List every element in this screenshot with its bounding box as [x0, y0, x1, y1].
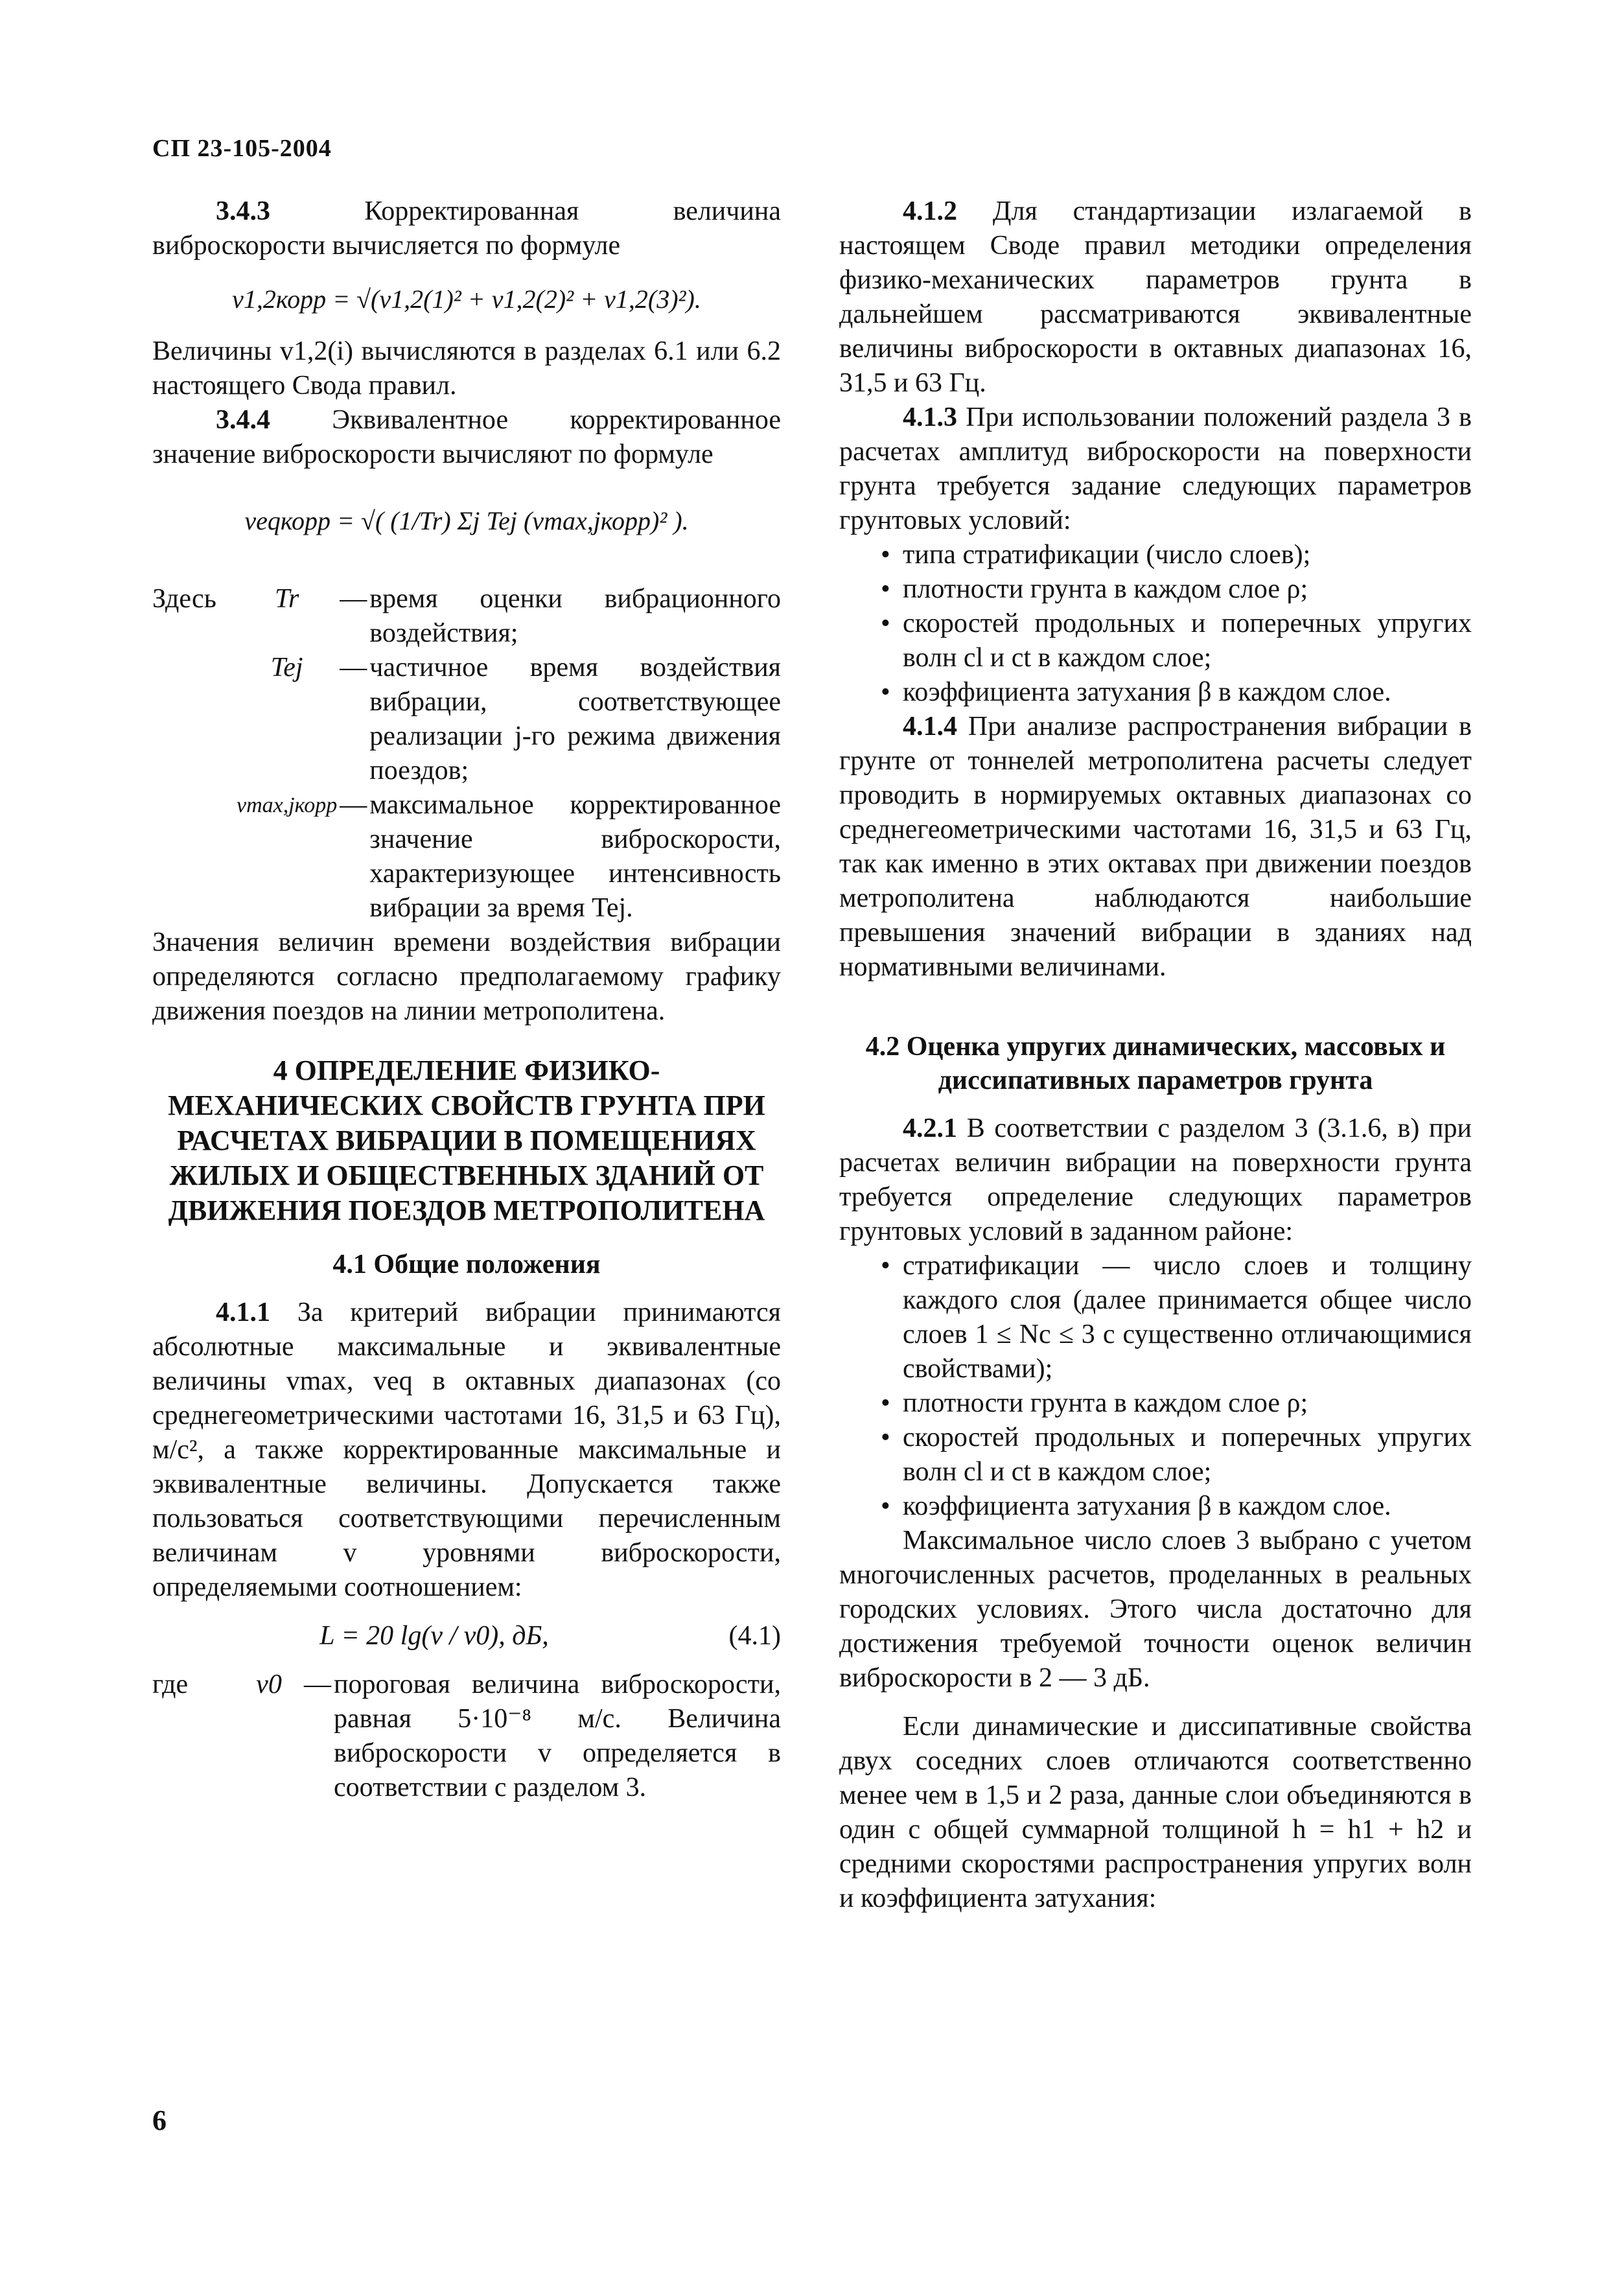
right-column	[839, 194, 1472, 1916]
clause-text: При использовании положений раздела 3 в расчетах амплитуд виброскорости на поверхности грунта требуется задание следующих параметров грунтовых условий:	[839, 402, 1472, 535]
paragraph-4-1-4	[839, 710, 1472, 985]
clause-text: За критерий вибрации принимаются абсолютные максимальные и эквивалентные величины vmax, veq в октавных диапазонах (со среднегеометрическими частотами 16, 31,5 и 63 Гц), м/с², а также корректированные максимальные и эквивалентные величины. Допускается также пользоваться соответствующими перечисленным величинам v уровнями виброскорости, определяемыми соотношением:	[152, 1298, 781, 1602]
clause-number: 4.1.1	[216, 1298, 270, 1327]
definition-text: время оценки вибрационного воздействия;	[369, 584, 781, 648]
clause-number: 4.1.3	[903, 402, 957, 432]
formula-text: veqкорр = √( (1/Tr) Σj Tej (vmax,jкорр)² ).	[244, 506, 689, 535]
list-item: • плотности грунта в каждом слое ρ;	[903, 572, 1472, 607]
soil-params-list-1	[839, 538, 1472, 710]
definition-row	[152, 582, 781, 651]
equation-4-1	[152, 1619, 781, 1653]
clause-number: 4.1.2	[903, 196, 957, 226]
here-label: Здесь	[152, 584, 216, 614]
clause-text: При анализе распространения вибрации в грунте от тоннелей метрополитена расчеты следует проводить в нормируемых октавных диапазонах со среднегеометрическими частотами 16, 31,5 и 63 Гц, так как именно в этих октавах при движении поездов метрополитена наблюдаются наибольшие превышения значений вибрации в зданиях над нормативными величинами.	[839, 712, 1472, 982]
where-row	[152, 1668, 781, 1805]
list-item: • скоростей продольных и поперечных упругих волн cl и ct в каждом слое;	[903, 607, 1472, 675]
formula-text: v1,2корр = √(v1,2(1)² + v1,2(2)² + v1,2(3)²).	[232, 284, 701, 314]
paragraph-3-4-3	[152, 194, 781, 263]
section-4-heading: 4 ОПРЕДЕЛЕНИЕ ФИЗИКО-МЕХАНИЧЕСКИХ СВОЙСТВ ГРУНТА ПРИ РАСЧЕТАХ ВИБРАЦИИ В ПОМЕЩЕНИЯХ ЖИЛЫХ И ОБЩЕСТВЕННЫХ ЗДАНИЙ ОТ ДВИЖЕНИЯ ПОЕЗДОВ МЕТРОПОЛИТЕНА	[168, 1055, 765, 1226]
formula-veq-korr	[152, 472, 781, 569]
definition-text: максимальное корректированное значение виброскорости, характеризующее интенсивность вибрации за время Tej.	[369, 790, 781, 923]
dash: —	[304, 1670, 331, 1699]
clause-number: 3.4.4	[216, 405, 270, 435]
paragraph-time-values: Значения величин времени воздействия вибрации определяются согласно предполагаемому графику движения поездов на линии метрополитена.	[152, 927, 781, 1026]
where-label: где	[152, 1670, 189, 1699]
definitions-table	[152, 582, 781, 926]
clause-number: 4.1.4	[903, 712, 957, 741]
definition-text: пороговая величина виброскорости, равная 5·10⁻⁸ м/с. Величина виброскорости v определяется в соответствии с разделом 3.	[334, 1670, 781, 1802]
soil-params-list-2	[839, 1249, 1472, 1524]
clause-number: 4.2.1	[903, 1113, 957, 1143]
subsection-4-2-heading: 4.2 Оценка упругих динамических, массовых и диссипативных параметров грунта	[865, 1032, 1446, 1095]
dash: —	[340, 653, 367, 682]
paragraph-max-layers: Максимальное число слоев 3 выбрано с учетом многочисленных расчетов, проделанных в реальных городских условиях. Этого числа достаточно для достижения требуемой точности оценок величин виброскорости в 2 — 3 дБ.	[839, 1526, 1472, 1693]
list-item: • коэффициента затухания β в каждом слое.	[903, 675, 1472, 710]
paragraph-4-2-1	[839, 1112, 1472, 1249]
definition-row	[152, 651, 781, 788]
paragraph-3-4-3-note: Величины v1,2(i) вычисляются в разделах 6.1 или 6.2 настоящего Свода правил.	[152, 336, 781, 401]
subsection-4-1-heading: 4.1 Общие положения	[332, 1250, 601, 1279]
list-item: • коэффициента затухания β в каждом слое.	[903, 1489, 1472, 1524]
paragraph-4-1-2	[839, 194, 1472, 401]
definition-text: частичное время воздействия вибрации, соответствующее реализации j-го режима движения поездов;	[369, 653, 781, 786]
equation-text: L = 20 lg(v / v0), дБ,	[319, 1621, 549, 1651]
symbol: vmax,jкорр	[237, 793, 338, 817]
clause-text: В соответствии с разделом 3 (3.1.6, в) при расчетах величин вибрации на поверхности грунта требуется определение следующих параметров грунтовых условий в заданном районе:	[839, 1113, 1472, 1246]
left-column	[152, 194, 781, 1805]
clause-text: Эквивалентное корректированное значение виброскорости вычисляют по формуле	[152, 405, 781, 469]
page-header: СП 23-105-2004	[152, 135, 332, 162]
list-item: • типа стратификации (число слоев);	[903, 538, 1472, 572]
symbol: Tr	[274, 584, 299, 614]
list-item: • плотности грунта в каждом слое ρ;	[903, 1386, 1472, 1421]
formula-v12-korr	[152, 263, 781, 334]
list-item: • стратификации — число слоев и толщину каждого слоя (далее принимается общее число слоев 1 ≤ Nc ≤ 3 с существенно отличающимися свойствами);	[903, 1249, 1472, 1386]
definition-row	[152, 788, 781, 926]
clause-text: Для стандартизации излагаемой в настоящем Своде правил методики определения физико-механических параметров грунта в дальнейшем рассматриваются эквивалентные величины виброскорости в октавных диапазонах 16, 31,5 и 63 Гц.	[839, 196, 1472, 398]
symbol: v0	[256, 1670, 282, 1699]
where-table	[152, 1668, 781, 1805]
clause-text: Корректированная величина виброскорости вычисляется по формуле	[152, 196, 781, 261]
symbol: Tej	[270, 653, 303, 682]
dash: —	[340, 584, 367, 614]
list-item: • скоростей продольных и поперечных упругих волн cl и ct в каждом слое;	[903, 1421, 1472, 1489]
paragraph-4-1-3	[839, 401, 1472, 538]
paragraph-4-1-1	[152, 1296, 781, 1605]
paragraph-3-4-4	[152, 403, 781, 472]
paragraph-layer-merge: Если динамические и диссипативные свойства двух соседних слоев отличаются соответственно менее чем в 1,5 и 2 раза, данные слои объединяются в один с общей суммарной толщиной h = h1 + h2 и средними скоростями распространения упругих волн и коэффициента затухания:	[839, 1712, 1472, 1913]
dash: —	[340, 790, 367, 820]
clause-number: 3.4.3	[216, 196, 270, 226]
page-number: 6	[152, 2104, 167, 2136]
equation-number: (4.1)	[728, 1621, 781, 1651]
